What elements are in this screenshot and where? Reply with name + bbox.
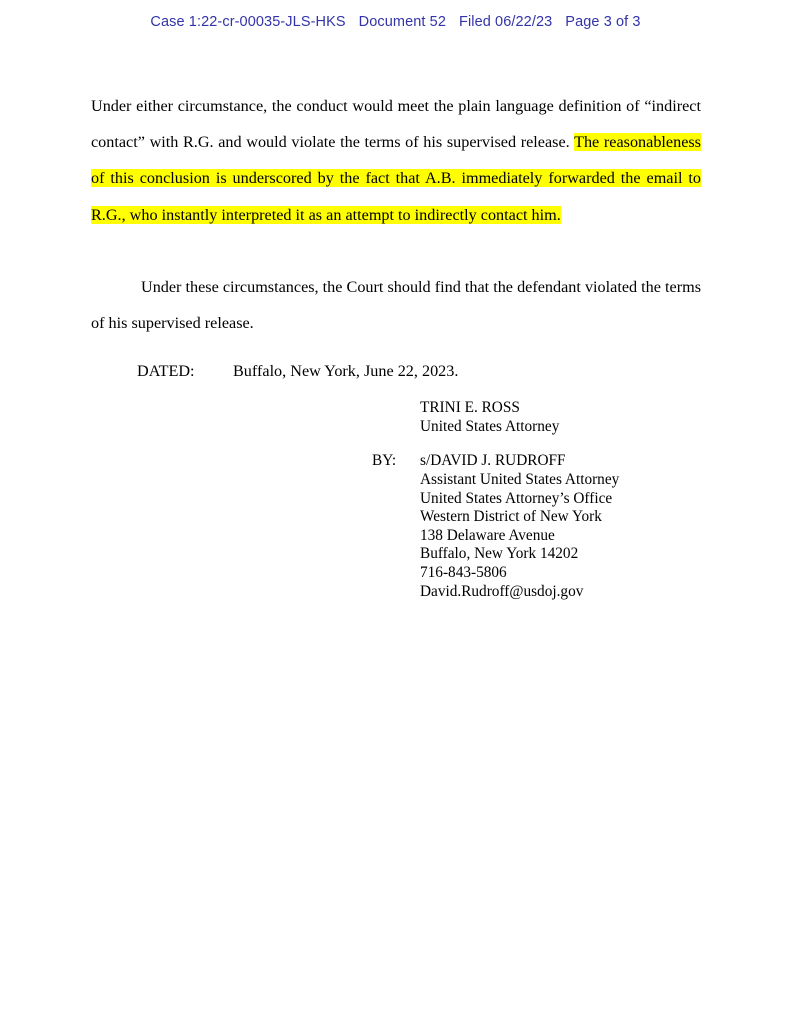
signature-by-row bbox=[372, 452, 566, 471]
signature-phone-number: 716-843-5806 bbox=[420, 563, 507, 581]
signature-address-line: Assistant United States Attorney bbox=[420, 471, 620, 488]
header-page-number: Page 3 of 3 bbox=[565, 14, 641, 30]
dated-line bbox=[137, 360, 458, 382]
paragraph-two bbox=[91, 269, 701, 341]
ecf-header-stamp bbox=[0, 14, 791, 30]
paragraph-two-text: Under these circumstances, the Court should find that the defendant violated the terms of his supervised release. bbox=[91, 278, 701, 333]
signature-signer-name: s/DAVID J. RUDROFF bbox=[420, 452, 566, 469]
signature-by-label: BY: bbox=[372, 452, 397, 469]
signature-address-line: 138 Delaware Avenue bbox=[420, 526, 555, 544]
paragraph-one-container bbox=[91, 88, 701, 233]
signature-email-address: David.Rudroff@usdoj.gov bbox=[420, 582, 584, 600]
signature-address-block bbox=[420, 471, 619, 601]
header-case-number: Case 1:22-cr-00035-JLS-HKS bbox=[150, 14, 346, 30]
header-document-number: Document 52 bbox=[358, 14, 446, 30]
highlighted-text: The reasonableness of this conclusion is underscored by the fact that A.B. immediately forwarded the email to R.G., who instantly interpreted it as an attempt to indirectly contact him. bbox=[91, 133, 701, 224]
paragraph-two-container bbox=[91, 269, 701, 341]
signature-attorney-block bbox=[420, 399, 559, 436]
signature-address-line: Buffalo, New York 14202 bbox=[420, 545, 579, 563]
paragraph-one-plain-text: Under either circumstance, the conduct would meet the plain language definition of “indirect contact” with R.G. and would violate the terms of his supervised release. bbox=[91, 97, 701, 152]
signature-attorney-name: TRINI E. ROSS bbox=[420, 399, 520, 416]
signature-attorney-title: United States Attorney bbox=[420, 417, 560, 435]
header-filed-date: Filed 06/22/23 bbox=[458, 14, 553, 30]
paragraph-one bbox=[91, 88, 701, 233]
dated-label: DATED: bbox=[137, 362, 195, 380]
signature-address-line: United States Attorney’s Office bbox=[420, 489, 613, 507]
signature-address-line: Western District of New York bbox=[420, 508, 602, 526]
dated-value: Buffalo, New York, June 22, 2023. bbox=[233, 362, 459, 380]
